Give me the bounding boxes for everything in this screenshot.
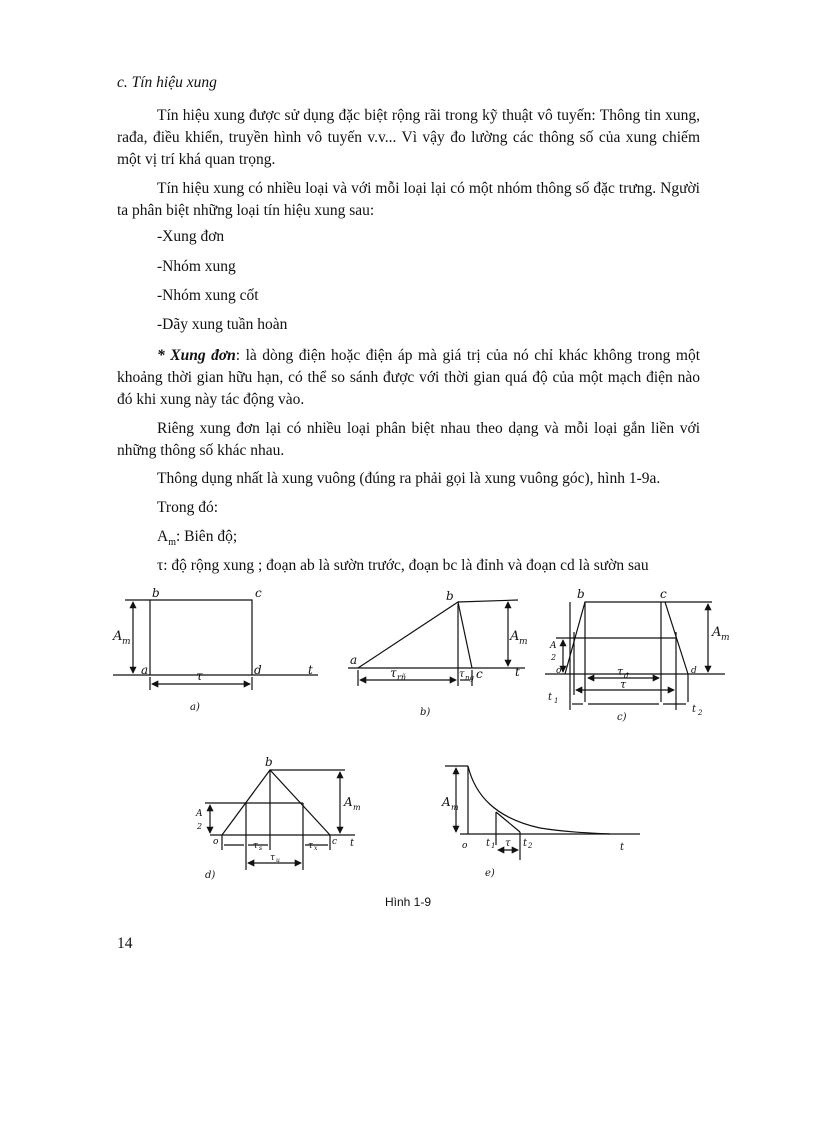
label-d-tau-u-sub: u <box>276 857 280 864</box>
label-d-half-2: 2 <box>197 822 203 831</box>
section-heading: c. Tín hiệu xung <box>117 74 217 91</box>
label-c-half-a: A <box>550 641 557 651</box>
label-e-t1: t <box>486 838 491 849</box>
subcaption-a: a) <box>190 702 200 713</box>
label-c-t1: t <box>548 692 553 703</box>
label-b-b: b <box>446 589 454 603</box>
label-a-b: b <box>152 586 160 600</box>
label-b-t: t <box>515 665 520 679</box>
label-d-tau-u: τ <box>270 853 275 863</box>
label-c-d: d <box>691 666 697 676</box>
list-item-coded-pulse-group: -Nhóm xung cốt <box>157 287 259 304</box>
label-c-b: b <box>577 587 585 601</box>
label-a-d: d <box>254 663 262 677</box>
label-d-tau-x-sub: x <box>314 845 318 852</box>
label-e-t: t <box>620 842 625 853</box>
label-b-tau-back: τ <box>459 669 465 680</box>
paragraph-single-pulse-definition <box>117 345 700 411</box>
paragraph-where: Trong đó: <box>157 499 219 516</box>
label-a-t: t <box>308 663 313 677</box>
label-d-tau-s: τ <box>253 841 258 851</box>
label-e-t1-sub: 1 <box>491 842 496 850</box>
label-e-tau: τ <box>505 838 511 849</box>
diagram-c-trapezoid-pulse <box>545 602 725 710</box>
paragraph-intro: Tín hiệu xung được sử dụng đặc biệt rộng rãi trong kỹ thuật vô tuyến: Thông tin xung, rađa, điều khiển, truyền hình vô tuyến v.v... Vì vậy đo lường các thông số của xung chiếm một vị trí khá quan trọng. <box>117 107 700 168</box>
label-d-amplitude: A <box>344 795 353 809</box>
label-e-t2: t <box>523 838 528 849</box>
label-d-half-a: A <box>196 809 203 819</box>
label-b-tau-front-sub: rñ <box>397 673 406 682</box>
figure-pulse-shapes <box>0 580 816 920</box>
label-a-a: a <box>141 663 149 677</box>
subcaption-e: e) <box>485 868 495 879</box>
label-c-tau-top-sub: đ <box>624 672 629 680</box>
term-single-pulse: * Xung đơn <box>157 347 236 364</box>
label-a-amplitude: A <box>113 629 123 644</box>
label-e-amplitude: A <box>442 795 451 809</box>
label-d-c: c <box>332 837 338 847</box>
list-item-single-pulse: -Xung đơn <box>157 228 225 245</box>
subcaption-b: b) <box>420 707 431 718</box>
amplitude-subscript: m <box>168 537 176 549</box>
label-e-t2-sub: 2 <box>528 842 533 850</box>
amplitude-symbol: A <box>157 528 169 545</box>
label-c-t1-sub: 1 <box>554 697 559 705</box>
diagram-e-exponential-pulse <box>445 766 640 860</box>
list-item-periodic-pulse-train: -Dãy xung tuần hoàn <box>157 316 288 333</box>
label-c-tau: τ <box>620 678 627 691</box>
label-b-a: a <box>350 653 358 667</box>
diagram-d-triangle-pulse <box>205 770 355 870</box>
label-c-tau-top: τ <box>617 665 624 678</box>
paragraph-single-pulse-kinds: Riêng xung đơn lại có nhiều loại phân biệt nhau theo dạng và mỗi loại gắn liền với những thông số khác nhau. <box>117 420 700 459</box>
label-d-amplitude-sub: m <box>353 803 361 812</box>
label-e-amplitude-sub: m <box>451 803 459 812</box>
page-number: 14 <box>117 935 133 952</box>
amplitude-text: : Biên độ; <box>175 528 238 545</box>
label-c-t2-sub: 2 <box>698 709 703 717</box>
diagram-b-sawtooth-pulse <box>348 600 525 686</box>
figure-caption: Hình 1-9 <box>384 895 432 909</box>
label-a-c: c <box>255 586 262 600</box>
subcaption-d: d) <box>205 870 216 881</box>
label-e-o: o <box>462 841 468 851</box>
label-c-amplitude: A <box>712 625 722 640</box>
label-c-o: o <box>556 666 562 676</box>
paragraph-pulse-width: τ: độ rộng xung ; đoạn ab là sườn trước, đoạn bc là đỉnh và đoạn cd là sườn sau <box>157 557 649 574</box>
definition-text: : là dòng điện hoặc điện áp mà giá trị của nó chỉ khác không trong một khoảng thời gian hữu hạn, có thể so sánh được với thời gian quá độ của một mạch điện nào đó khi xung này tác động vào. <box>117 347 700 408</box>
label-c-t2: t <box>692 704 697 715</box>
paragraph-types-intro: Tín hiệu xung có nhiều loại và với mỗi loại lại có một nhóm thông số đặc trưng. Người ta phân biệt những loại tín hiệu xung sau: <box>117 180 700 219</box>
label-b-amplitude-sub: m <box>519 637 528 647</box>
label-d-tau-x: τ <box>308 841 313 851</box>
label-a-amplitude-sub: m <box>122 637 131 647</box>
label-b-amplitude: A <box>510 629 520 644</box>
label-d-t: t <box>350 838 355 849</box>
label-b-c: c <box>476 667 483 681</box>
label-d-o: o <box>213 837 219 847</box>
subcaption-c: c) <box>617 712 627 723</box>
label-b-tau-back-sub: ng <box>465 674 474 682</box>
paragraph-square-pulse: Thông dụng nhất là xung vuông (đúng ra phải gọi là xung vuông góc), hình 1-9a. <box>157 470 661 487</box>
label-c-c: c <box>660 587 667 601</box>
label-d-tau-s-sub: s <box>259 845 263 852</box>
label-a-tau: τ <box>196 669 203 683</box>
label-c-amplitude-sub: m <box>721 633 730 643</box>
paragraph-amplitude <box>117 526 700 554</box>
label-b-tau-front: τ <box>390 666 397 680</box>
label-d-b: b <box>265 755 273 769</box>
label-c-half-2: 2 <box>551 653 557 662</box>
list-item-pulse-group: -Nhóm xung <box>157 258 236 275</box>
